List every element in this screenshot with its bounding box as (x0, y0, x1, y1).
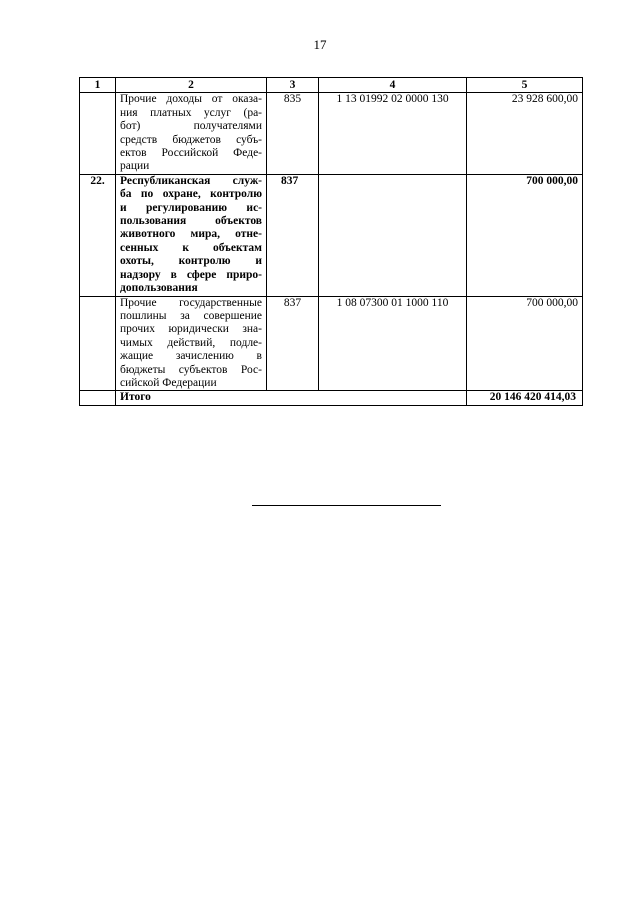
row-name (116, 93, 267, 174)
row-name-line: животного мира, отне- (120, 228, 262, 241)
total-empty-cell (80, 391, 116, 405)
signature-divider (252, 505, 441, 506)
table-row (80, 93, 583, 174)
table-row (80, 174, 583, 296)
header-col-5: 5 (467, 78, 583, 93)
row-name-line: средств бюджетов субъ- (120, 133, 262, 146)
row-name-line: и регулированию ис- (120, 201, 262, 214)
row-kbk: 1 13 01992 02 0000 130 (319, 93, 467, 174)
row-name-line: пошлины за совершение (120, 309, 262, 322)
row-name-line: чимых действий, подле- (120, 336, 262, 349)
row-name-line: бот) получателями (120, 120, 262, 133)
row-name-line: жащие зачислению в (120, 350, 262, 363)
table-header-row (80, 78, 583, 93)
row-name (116, 174, 267, 296)
row-admin-code: 835 (267, 93, 319, 174)
row-name-line: бюджеты субъектов Рос- (120, 363, 262, 376)
row-number (80, 296, 116, 391)
row-amount: 23 928 600,00 (467, 93, 583, 174)
table-row (80, 296, 583, 391)
row-name-line: ектов Российской Феде- (120, 147, 262, 160)
row-number: 22. (80, 174, 116, 296)
header-col-1: 1 (80, 78, 116, 93)
row-name-line: рации (120, 160, 150, 173)
row-name-line: сийской Федерации (120, 376, 217, 389)
row-amount: 700 000,00 (467, 296, 583, 391)
row-name-line: ба по охране, контролю (120, 188, 262, 201)
row-name-line: Прочие государственные (120, 296, 262, 309)
row-name-line: Прочие доходы от оказа- (120, 93, 262, 106)
row-number (80, 93, 116, 174)
revenue-table (79, 77, 583, 406)
row-name-line: прочих юридически зна- (120, 323, 262, 336)
row-admin-code: 837 (267, 296, 319, 391)
header-col-4: 4 (319, 78, 467, 93)
total-label: Итого (116, 391, 467, 405)
row-name-line: охоты, контролю и (120, 255, 262, 268)
row-name-line: надзору в сфере приро- (120, 268, 262, 281)
row-admin-code: 837 (267, 174, 319, 296)
row-kbk (319, 174, 467, 296)
row-name (116, 296, 267, 391)
row-amount: 700 000,00 (467, 174, 583, 296)
header-col-3: 3 (267, 78, 319, 93)
total-row (80, 391, 583, 405)
row-name-line: ния платных услуг (ра- (120, 106, 262, 119)
row-name-line: Республиканская служ- (120, 174, 262, 187)
row-name-line: допользования (120, 282, 198, 295)
row-kbk: 1 08 07300 01 1000 110 (319, 296, 467, 391)
total-amount: 20 146 420 414,03 (467, 391, 583, 405)
page-number: 17 (313, 37, 327, 52)
header-col-2: 2 (116, 78, 267, 93)
row-name-line: пользования объектов (120, 215, 262, 228)
row-name-line: сенных к объектам (120, 241, 262, 254)
